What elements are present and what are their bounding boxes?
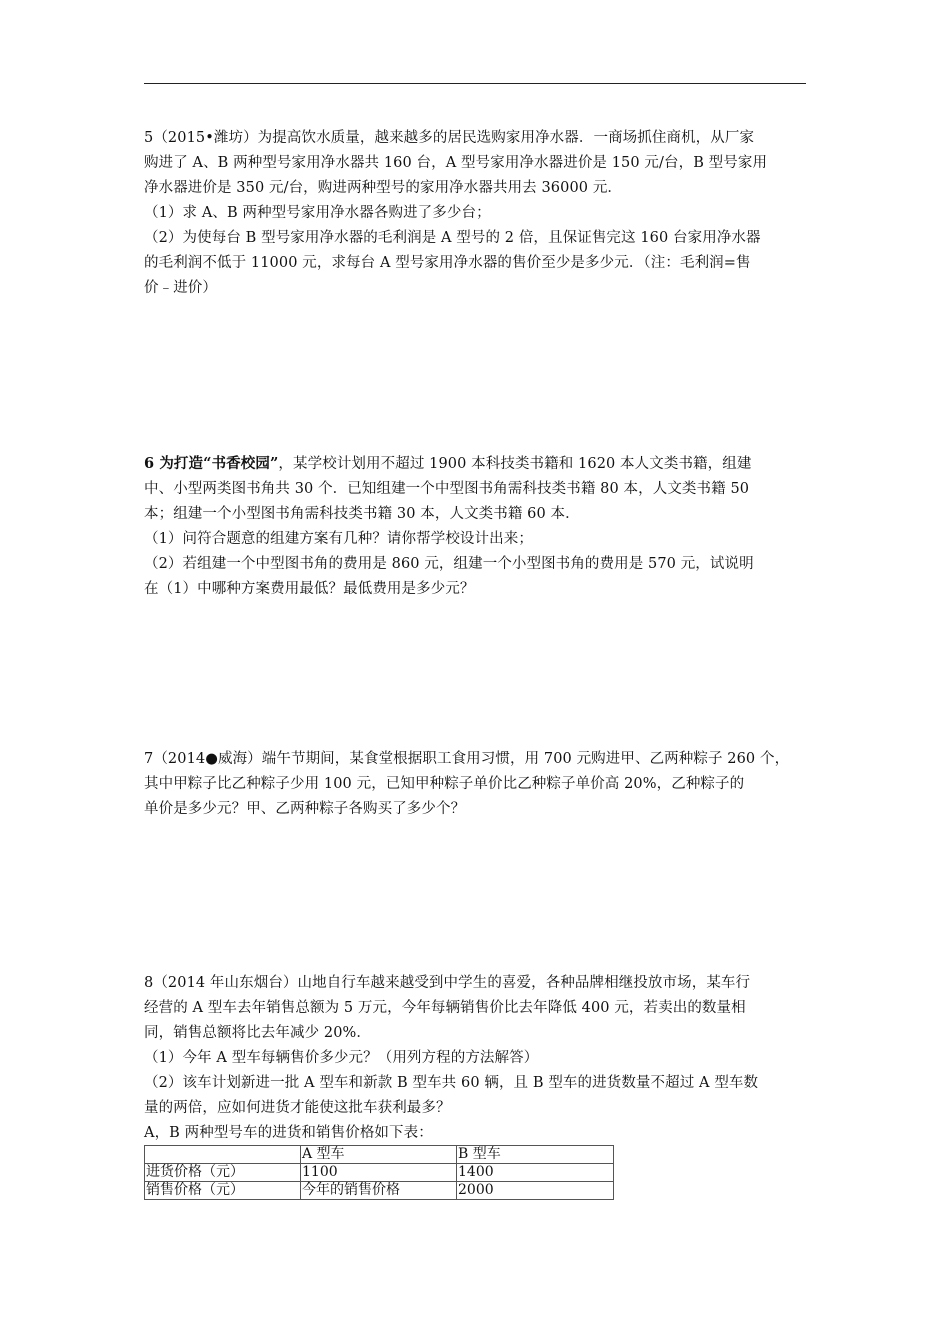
table-cell: 1100 — [301, 1164, 457, 1182]
question-8-line-6: 量的两倍，应如何进货才能使这批车获利最多？ — [144, 1100, 451, 1116]
question-5-line-3: 净水器进价是 350 元/台，购进两种型号的家用净水器共用去 36000 元． — [144, 180, 623, 196]
table-cell: 今年的销售价格 — [301, 1182, 457, 1200]
question-7 — [144, 747, 808, 822]
question-8 — [144, 971, 808, 1146]
table-cell: 销售价格（元） — [145, 1182, 301, 1200]
question-5-line-4: （1）求 A、B 两种型号家用净水器各购进了多少台； — [144, 205, 491, 221]
question-6 — [144, 451, 808, 602]
question-8-line-1: 8（2014 年山东烟台）山地自行车越来越受到中学生的喜爱，各种品牌相继投放市场，某车行 — [144, 975, 751, 991]
question-7-line-2: 其中甲粽子比乙种粽子少用 100 元，已知甲种粽子单价比乙种粽子单价高 20%，乙种粽子的 — [144, 776, 745, 792]
question-6-title: 6 为打造“书香校园” — [144, 455, 279, 472]
question-7-line-3: 单价是多少元？甲、乙两种粽子各购买了多少个？ — [144, 801, 466, 817]
question-6-line-6: 在（1）中哪种方案费用最低？最低费用是多少元？ — [144, 581, 475, 597]
table-cell: 1400 — [457, 1164, 614, 1182]
question-8-line-4: （1）今年 A 型车每辆售价多少元？（用列方程的方法解答） — [144, 1050, 539, 1066]
table-header-cell — [145, 1146, 301, 1164]
header-rule — [144, 83, 806, 84]
question-6-line-2: 中、小型两类图书角共 30 个．已知组建一个中型图书角需科技类书籍 80 本，人文类书籍 50 — [144, 481, 750, 497]
question-5-line-5: （2）为使每台 B 型号家用净水器的毛利润是 A 型号的 2 倍，且保证售完这 160 台家用净水器 — [144, 230, 761, 246]
question-5 — [144, 126, 808, 301]
price-table — [144, 1145, 614, 1200]
table-header-row — [145, 1146, 614, 1164]
question-7-line-1: 7（2014●威海）端午节期间，某食堂根据职工食用习惯，用 700 元购进甲、乙两种粽子 260 个， — [144, 751, 790, 767]
question-6-line-1-text: ，某学校计划用不超过 1900 本科技类书籍和 1620 本人文类书籍，组建 — [278, 456, 752, 472]
question-5-line-6: 的毛利润不低于 11000 元，求每台 A 型号家用净水器的售价至少是多少元．（注：毛利润=售 — [144, 255, 751, 271]
table-row — [145, 1182, 614, 1200]
table-header-cell: B 型车 — [457, 1146, 614, 1164]
question-6-line-1 — [144, 451, 808, 477]
question-6-line-5: （2）若组建一个中型图书角的费用是 860 元，组建一个小型图书角的费用是 570 元，试说明 — [144, 556, 754, 572]
question-5-line-2: 购进了 A、B 两种型号家用净水器共 160 台，A 型号家用净水器进价是 150 元/台，B 型号家用 — [144, 155, 768, 171]
question-5-line-1: 5（2015•潍坊）为提高饮水质量，越来越多的居民选购家用净水器．一商场抓住商机，从厂家 — [144, 130, 755, 146]
question-8-line-3: 同，销售总额将比去年减少 20%． — [144, 1025, 372, 1041]
question-5-line-7: 价﹣进价） — [144, 280, 217, 296]
question-8-line-7: A，B 两种型号车的进货和销售价格如下表： — [144, 1125, 433, 1141]
question-6-line-4: （1）问符合题意的组建方案有几种？请你帮学校设计出来； — [144, 531, 533, 547]
table-row — [145, 1164, 614, 1182]
table-cell: 2000 — [457, 1182, 614, 1200]
question-6-line-3: 本；组建一个小型图书角需科技类书籍 30 本，人文类书籍 60 本． — [144, 506, 580, 522]
question-8-line-2: 经营的 A 型车去年销售总额为 5 万元，今年每辆销售价比去年降低 400 元，若卖出的数量相 — [144, 1000, 746, 1016]
table-cell: 进货价格（元） — [145, 1164, 301, 1182]
table-header-cell: A 型车 — [301, 1146, 457, 1164]
question-8-line-5: （2）该车计划新进一批 A 型车和新款 B 型车共 60 辆，且 B 型车的进货数量不超过 A 型车数 — [144, 1075, 759, 1091]
